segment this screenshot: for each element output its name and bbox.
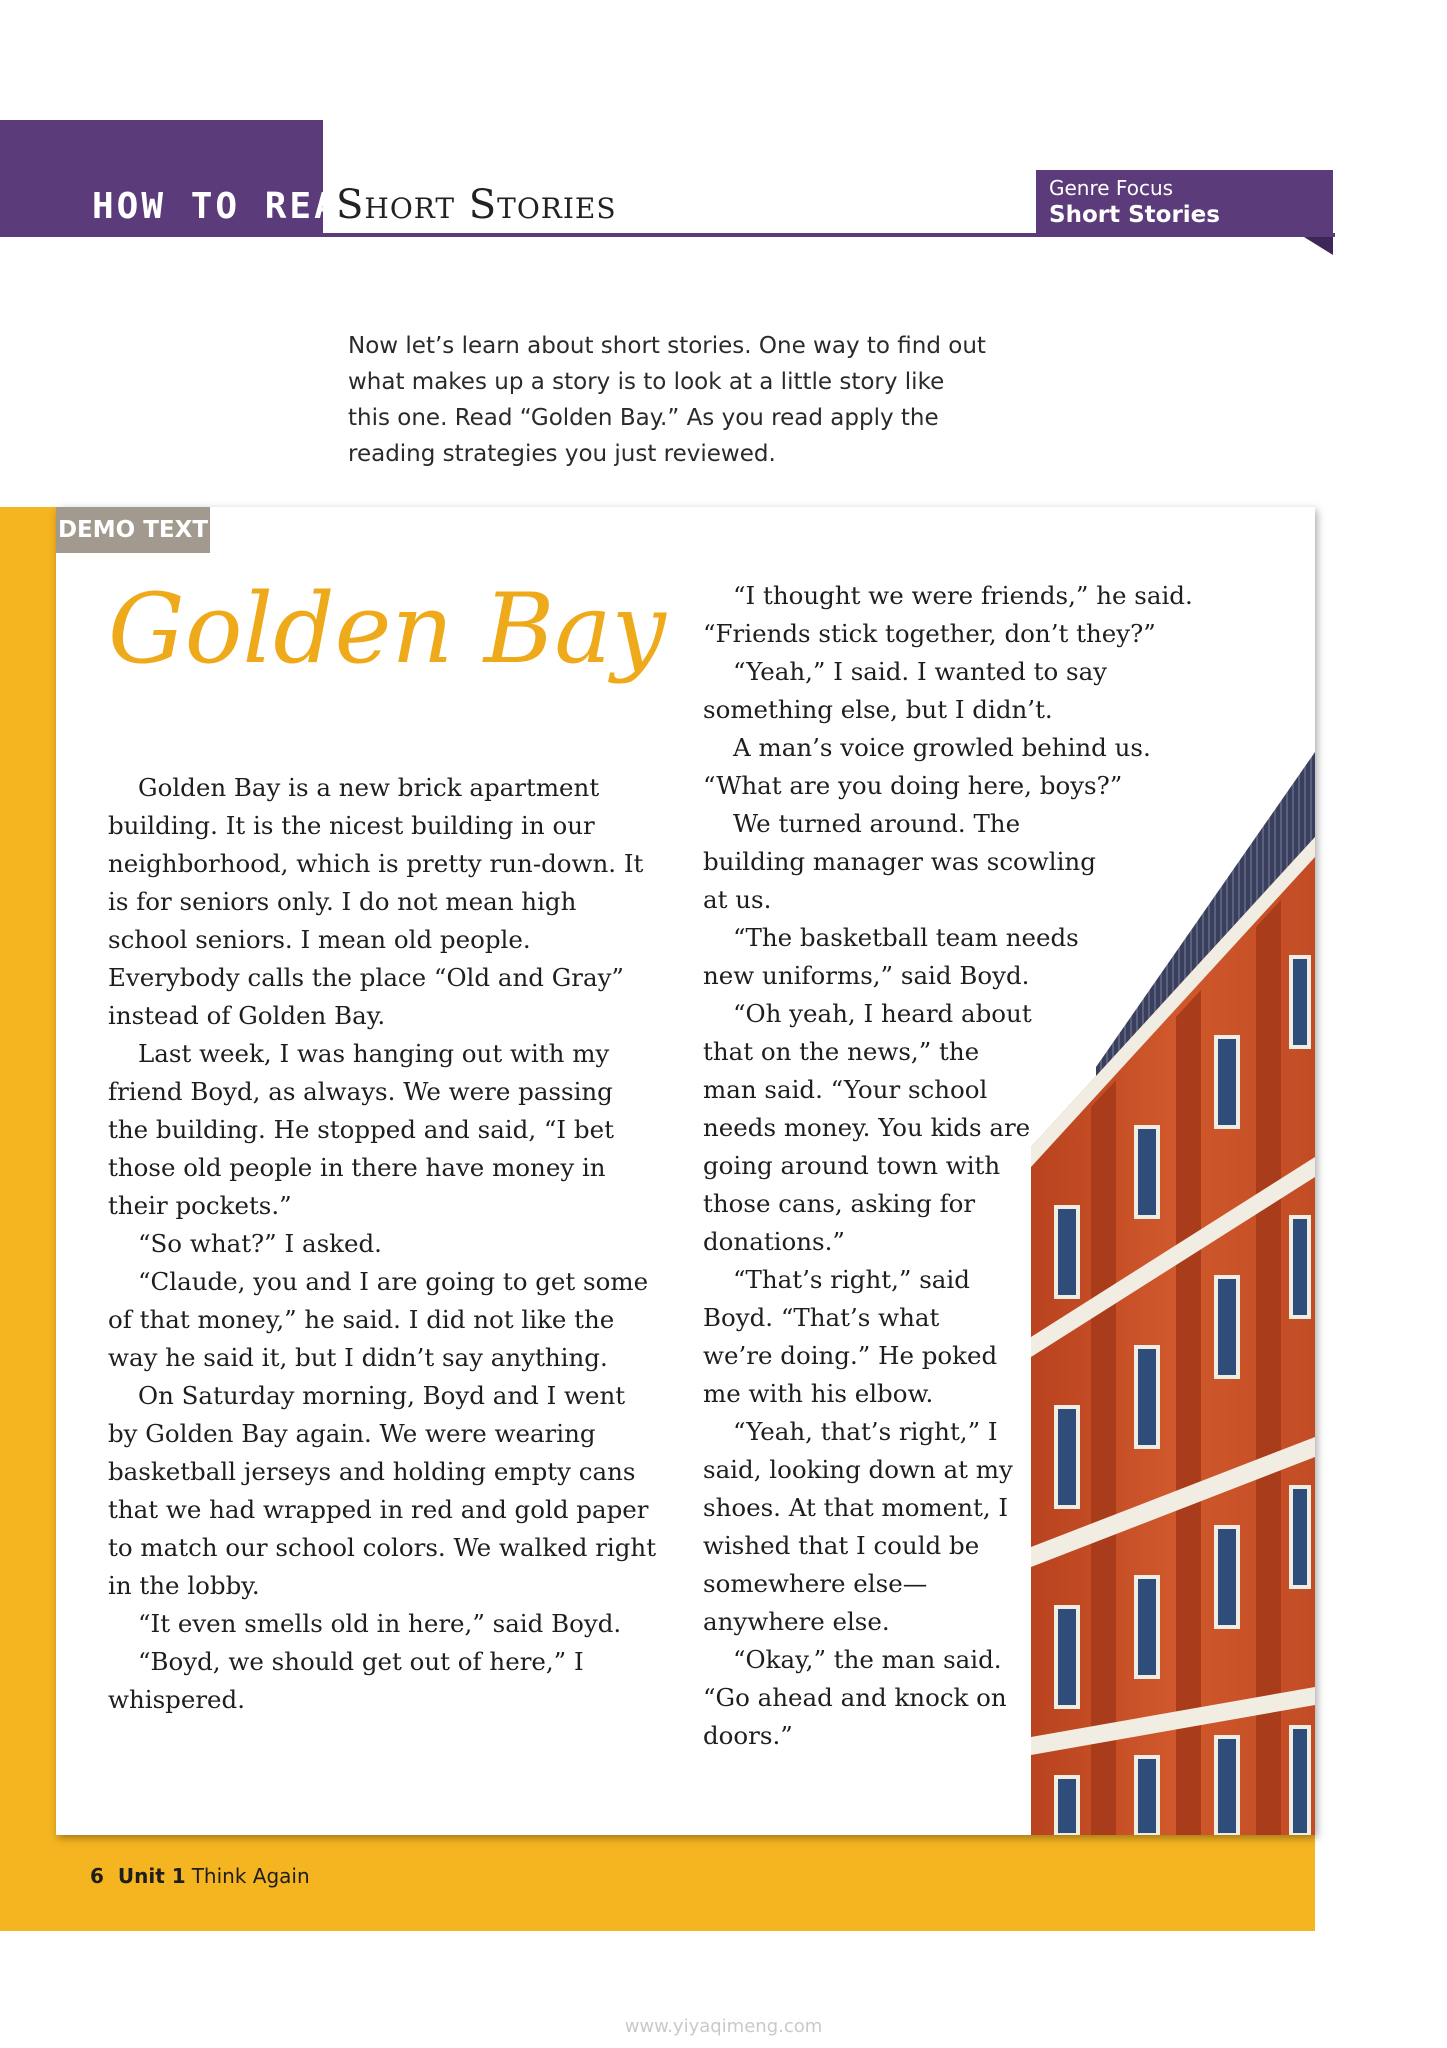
story-left-column [108, 769, 658, 1719]
story-card [56, 507, 1315, 1835]
intro-paragraph: Now let’s learn about short stories. One way to find out what makes up a story is to look at a little story like this one. Read “Golden Bay.” As you read apply the reading strategies you just reviewed. [348, 333, 986, 467]
paragraph: “Claude, you and I are going to get some of that money,” he said. I did not like the way he said it, but I didn’t say anything. [108, 1267, 649, 1372]
header-tab [0, 120, 364, 237]
genre-focus-box [1036, 170, 1333, 237]
unit-title: Think Again [191, 1864, 310, 1888]
paragraph: “That’s right,” said Boyd. “That’s what we’re doing.” He poked me with his elbow. [703, 1265, 998, 1408]
paragraph: “The basketball team needs new uniforms,” said Boyd. [703, 923, 1079, 990]
paragraph: “Boyd, we should get out of here,” I whispered. [108, 1647, 584, 1714]
genre-focus-label: Genre Focus [1049, 176, 1174, 200]
paragraph: Golden Bay is a new brick apartment building. It is the nicest building in our neighborhood, which is pretty run-down. It is for seniors only. I do not mean high school seniors. I mean old people. Everybody calls the place “Old and Gray” instead of Golden Bay. [108, 773, 644, 1030]
genre-box-fold [1304, 237, 1333, 255]
unit-label: Unit 1 [117, 1864, 186, 1888]
page-number: 6 [90, 1864, 104, 1888]
paragraph: We turned around. The building manager was scowling at us. [703, 809, 1096, 914]
paragraph: Last week, I was hanging out with my friend Boyd, as always. We were passing the building. He stopped and said, “I bet those old people in there have money in their pockets.” [108, 1039, 614, 1220]
demo-text-tag: DEMO TEXT [56, 507, 210, 553]
page-footer [90, 1864, 310, 1888]
paragraph: “So what?” I asked. [138, 1229, 382, 1258]
paragraph: “I thought we were friends,” he said. “Friends stick together, don’t they?” [703, 581, 1193, 648]
page-title: Short Stories [336, 182, 617, 228]
paragraph: “It even smells old in here,” said Boyd. [138, 1609, 622, 1638]
watermark: www.yiyaqimeng.com [624, 2016, 823, 2037]
paragraph: “Yeah, that’s right,” I said, looking down at my shoes. At that moment, I wished that I could be somewhere else— anywhere else. [703, 1417, 1013, 1636]
paragraph: A man’s voice growled behind us. “What are you doing here, boys?” [703, 733, 1151, 800]
story-right-column [703, 577, 1315, 1755]
genre-focus-value: Short Stories [1049, 202, 1220, 228]
paragraph: On Saturday morning, Boyd and I went by Golden Bay again. We were wearing basketball jerseys and holding empty cans that we had wrapped in red and gold paper to match our school colors. We walked right in the lobby. [108, 1381, 657, 1600]
how-to-read-label: HOW TO READ [92, 186, 364, 227]
paragraph: “Okay,” the man said. “Go ahead and knock on doors.” [703, 1645, 1007, 1750]
story-title: Golden Bay [108, 573, 666, 685]
paragraph: “Yeah,” I said. I wanted to say something else, but I didn’t. [703, 657, 1108, 724]
paragraph: “Oh yeah, I heard about that on the news,” the man said. “Your school needs money. You kids are going around town with those cans, asking for donations.” [703, 999, 1032, 1256]
